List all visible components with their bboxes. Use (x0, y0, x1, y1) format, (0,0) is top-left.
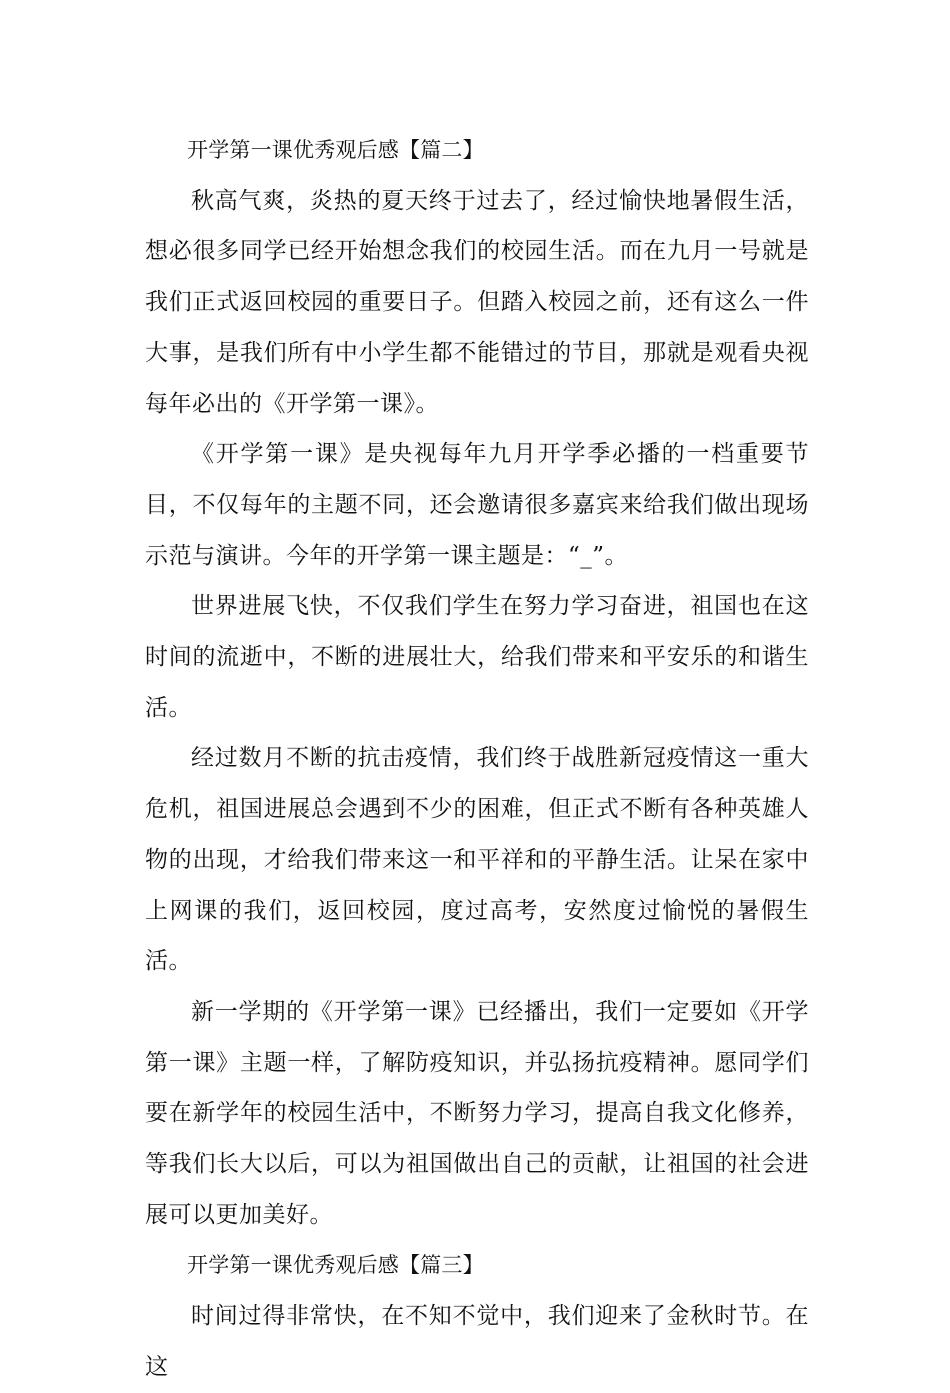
paragraph: 《开学第一课》是央视每年九月开学季必播的一档重要节目，不仅每年的主题不同，还会邀请很多嘉宾来给我们做出现场示范与演讲。今年的开学第一课主题是：“_”。 (145, 441, 809, 569)
section-heading-2: 开学第一课优秀观后感【篇二】 (187, 138, 484, 162)
paragraph: 时间过得非常快，在不知不觉中，我们迎来了金秋时节。在这 (145, 1303, 809, 1380)
paragraph: 秋高气爽，炎热的夏天终于过去了，经过愉快地暑假生活，想必很多同学已经开始想念我们的校园生活。而在九月一号就是我们正式返回校园的重要日子。但踏入校园之前，还有这么一件大事，是我们所有中小学生都不能错过的节目，那就是观看央视每年必出的《开学第一课》。 (145, 187, 809, 417)
paragraph: 经过数月不断的抗击疫情，我们终于战胜新冠疫情这一重大危机，祖国进展总会遇到不少的困难，但正式不断有各种英雄人物的出现，才给我们带来这一和平祥和的平静生活。让呆在家中上网课的我们，返回校园，度过高考，安然度过愉悦的暑假生活。 (145, 745, 809, 975)
paragraph: 世界进展飞快，不仅我们学生在努力学习奋进，祖国也在这时间的流逝中，不断的进展壮大，给我们带来和平安乐的和谐生活。 (145, 593, 809, 721)
paragraph: 新一学期的《开学第一课》已经播出，我们一定要如《开学第一课》主题一样，了解防疫知识，并弘扬抗疫精神。愿同学们要在新学年的校园生活中，不断努力学习，提高自我文化修养，等我们长大以后，可以为祖国做出自己的贡献，让祖国的社会进展可以更加美好。 (145, 998, 809, 1228)
section-heading-3: 开学第一课优秀观后感【篇三】 (187, 1253, 484, 1278)
document-page (145, 125, 809, 1393)
